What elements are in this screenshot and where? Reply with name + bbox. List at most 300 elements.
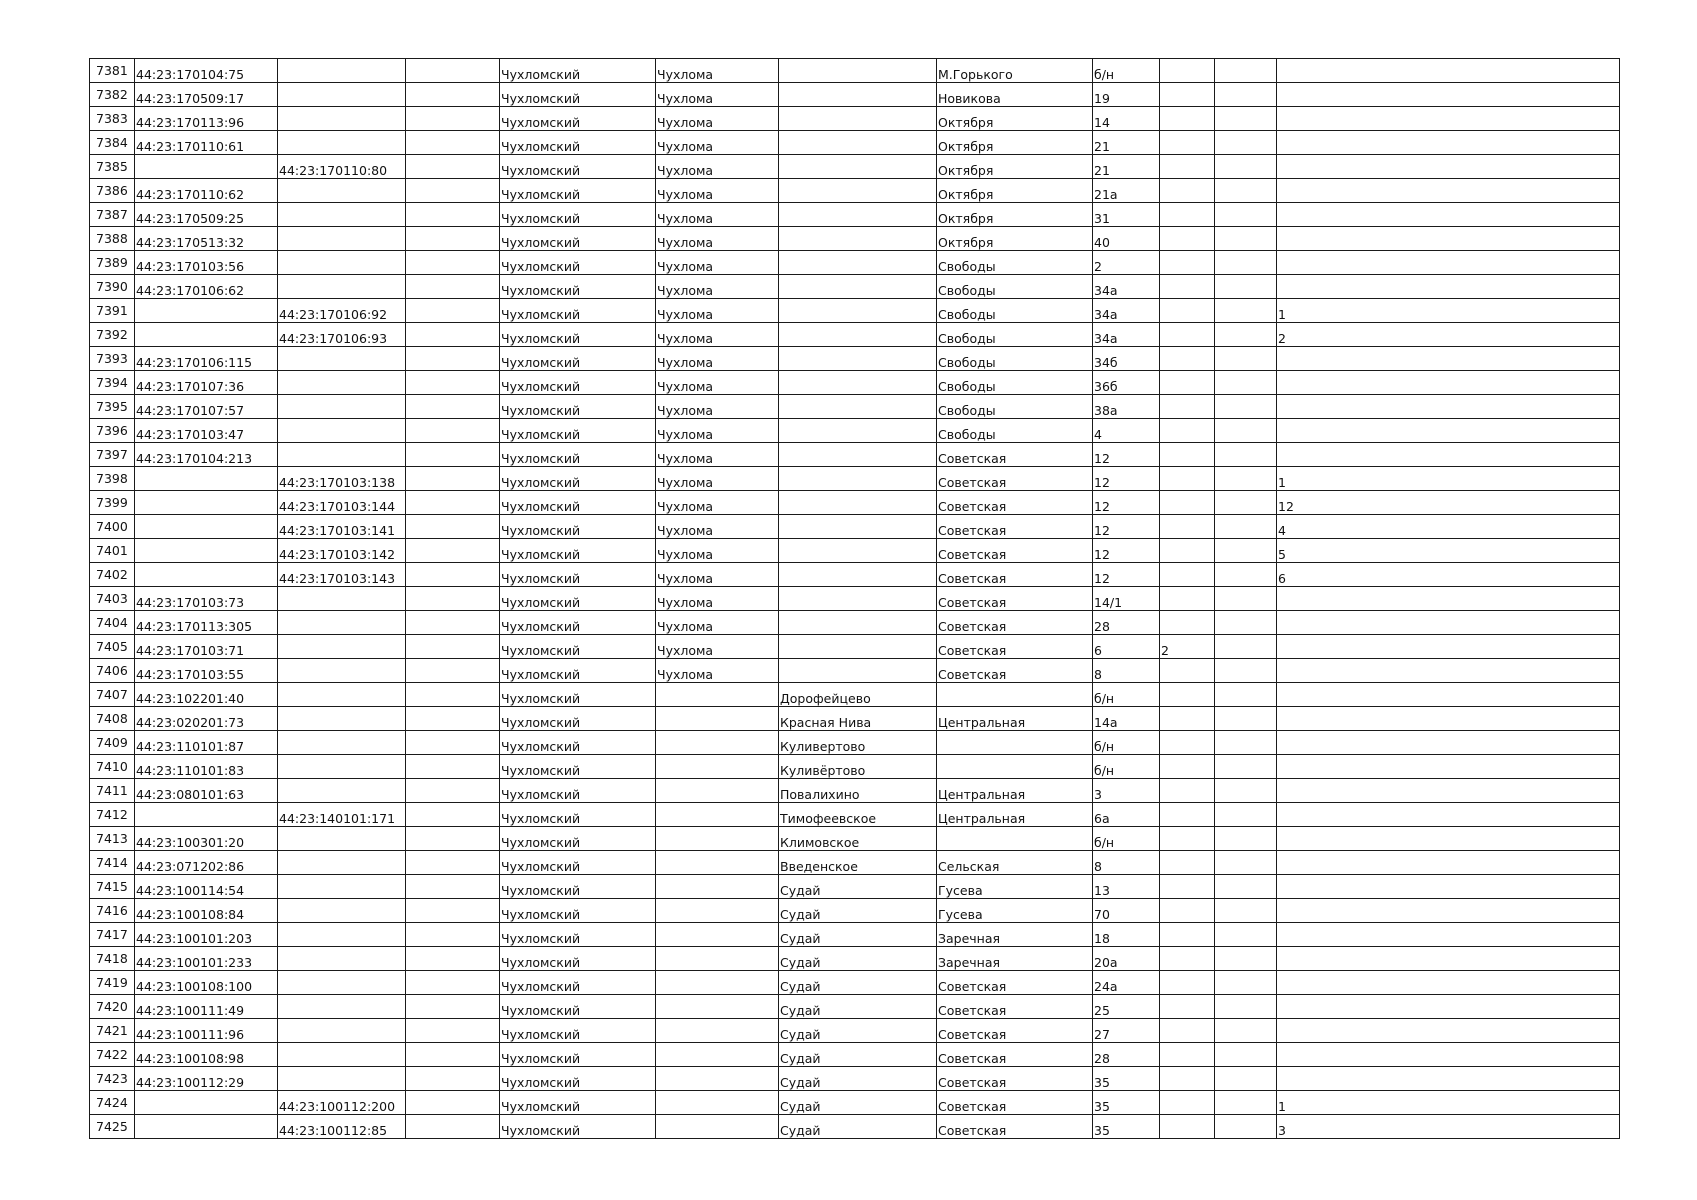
town-cell: Чухлома — [656, 395, 779, 419]
blank-column-cell — [406, 683, 500, 707]
cadastral-number-cell — [135, 491, 278, 515]
street-cell — [937, 827, 1093, 851]
building-number-cell — [1160, 779, 1215, 803]
town-cell: Чухлома — [656, 611, 779, 635]
cadastral-number-cell — [135, 563, 278, 587]
row-number-cell: 7417 — [90, 923, 135, 947]
blank-column-cell — [406, 875, 500, 899]
table-row — [90, 1043, 1620, 1067]
linked-cadastral-number-cell: 44:23:170103:141 — [278, 515, 406, 539]
locality-cell: Судай — [779, 995, 937, 1019]
cadastral-number-cell: 44:23:170103:73 — [135, 587, 278, 611]
apartment-number-cell — [1277, 1043, 1620, 1067]
blank-column-cell — [406, 803, 500, 827]
locality-cell — [779, 323, 937, 347]
apartment-number-cell — [1277, 731, 1620, 755]
apartment-number-cell — [1277, 659, 1620, 683]
blank-column-cell — [406, 107, 500, 131]
building-number-cell — [1160, 251, 1215, 275]
table-row — [90, 371, 1620, 395]
extra-column-cell — [1215, 611, 1277, 635]
district-cell: Чухломский — [500, 731, 656, 755]
apartment-number-cell — [1277, 443, 1620, 467]
town-cell: Чухлома — [656, 203, 779, 227]
blank-column-cell — [406, 227, 500, 251]
building-number-cell — [1160, 923, 1215, 947]
building-number-cell — [1160, 731, 1215, 755]
blank-column-cell — [406, 59, 500, 83]
cadastral-number-cell — [135, 515, 278, 539]
town-cell: Чухлома — [656, 635, 779, 659]
linked-cadastral-number-cell — [278, 731, 406, 755]
town-cell: Чухлома — [656, 59, 779, 83]
building-number-cell — [1160, 683, 1215, 707]
blank-column-cell — [406, 203, 500, 227]
house-number-cell: 24а — [1093, 971, 1160, 995]
table-row — [90, 563, 1620, 587]
row-number-cell: 7399 — [90, 491, 135, 515]
cadastral-number-cell: 44:23:100101:203 — [135, 923, 278, 947]
table-row — [90, 827, 1620, 851]
row-number-cell: 7385 — [90, 155, 135, 179]
building-number-cell — [1160, 851, 1215, 875]
building-number-cell — [1160, 59, 1215, 83]
house-number-cell: 70 — [1093, 899, 1160, 923]
cadastral-number-cell — [135, 299, 278, 323]
row-number-cell: 7425 — [90, 1115, 135, 1139]
locality-cell: Судай — [779, 1115, 937, 1139]
street-cell: Гусева — [937, 899, 1093, 923]
table-row — [90, 275, 1620, 299]
building-number-cell — [1160, 611, 1215, 635]
linked-cadastral-number-cell — [278, 347, 406, 371]
blank-column-cell — [406, 851, 500, 875]
linked-cadastral-number-cell — [278, 875, 406, 899]
street-cell: Свободы — [937, 347, 1093, 371]
town-cell — [656, 1115, 779, 1139]
table-row — [90, 803, 1620, 827]
table-row — [90, 731, 1620, 755]
house-number-cell: 20а — [1093, 947, 1160, 971]
house-number-cell: 38а — [1093, 395, 1160, 419]
row-number-cell: 7415 — [90, 875, 135, 899]
building-number-cell — [1160, 155, 1215, 179]
linked-cadastral-number-cell — [278, 827, 406, 851]
row-number-cell: 7418 — [90, 947, 135, 971]
cadastral-number-cell: 44:23:170104:213 — [135, 443, 278, 467]
extra-column-cell — [1215, 1043, 1277, 1067]
cadastral-number-cell — [135, 1091, 278, 1115]
cadastral-number-cell — [135, 467, 278, 491]
street-cell: Заречная — [937, 947, 1093, 971]
district-cell: Чухломский — [500, 227, 656, 251]
blank-column-cell — [406, 563, 500, 587]
cadastral-number-cell — [135, 539, 278, 563]
street-cell: Октября — [937, 227, 1093, 251]
cadastral-number-cell: 44:23:170513:32 — [135, 227, 278, 251]
building-number-cell — [1160, 491, 1215, 515]
linked-cadastral-number-cell — [278, 611, 406, 635]
house-number-cell: 4 — [1093, 419, 1160, 443]
district-cell: Чухломский — [500, 395, 656, 419]
district-cell: Чухломский — [500, 923, 656, 947]
house-number-cell: б/н — [1093, 827, 1160, 851]
extra-column-cell — [1215, 539, 1277, 563]
apartment-number-cell — [1277, 251, 1620, 275]
blank-column-cell — [406, 731, 500, 755]
extra-column-cell — [1215, 1067, 1277, 1091]
cadastral-number-cell: 44:23:020201:73 — [135, 707, 278, 731]
table-row — [90, 1019, 1620, 1043]
district-cell: Чухломский — [500, 419, 656, 443]
town-cell: Чухлома — [656, 491, 779, 515]
extra-column-cell — [1215, 323, 1277, 347]
cadastral-number-cell: 44:23:100301:20 — [135, 827, 278, 851]
building-number-cell — [1160, 803, 1215, 827]
blank-column-cell — [406, 515, 500, 539]
apartment-number-cell: 1 — [1277, 467, 1620, 491]
row-number-cell: 7402 — [90, 563, 135, 587]
locality-cell — [779, 251, 937, 275]
locality-cell — [779, 443, 937, 467]
building-number-cell — [1160, 827, 1215, 851]
town-cell: Чухлома — [656, 179, 779, 203]
street-cell: Свободы — [937, 419, 1093, 443]
linked-cadastral-number-cell — [278, 419, 406, 443]
street-cell: Советская — [937, 971, 1093, 995]
extra-column-cell — [1215, 827, 1277, 851]
blank-column-cell — [406, 395, 500, 419]
district-cell: Чухломский — [500, 851, 656, 875]
locality-cell — [779, 659, 937, 683]
town-cell: Чухлома — [656, 227, 779, 251]
apartment-number-cell: 3 — [1277, 1115, 1620, 1139]
row-number-cell: 7389 — [90, 251, 135, 275]
row-number-cell: 7382 — [90, 83, 135, 107]
extra-column-cell — [1215, 971, 1277, 995]
locality-cell: Судай — [779, 923, 937, 947]
apartment-number-cell — [1277, 851, 1620, 875]
building-number-cell — [1160, 995, 1215, 1019]
linked-cadastral-number-cell — [278, 755, 406, 779]
district-cell: Чухломский — [500, 467, 656, 491]
cadastral-number-cell: 44:23:170106:62 — [135, 275, 278, 299]
linked-cadastral-number-cell — [278, 83, 406, 107]
table-row — [90, 755, 1620, 779]
building-number-cell — [1160, 707, 1215, 731]
district-cell: Чухломский — [500, 443, 656, 467]
town-cell — [656, 683, 779, 707]
row-number-cell: 7386 — [90, 179, 135, 203]
building-number-cell — [1160, 899, 1215, 923]
linked-cadastral-number-cell — [278, 227, 406, 251]
linked-cadastral-number-cell — [278, 947, 406, 971]
row-number-cell: 7416 — [90, 899, 135, 923]
street-cell: Октября — [937, 131, 1093, 155]
blank-column-cell — [406, 827, 500, 851]
row-number-cell: 7411 — [90, 779, 135, 803]
building-number-cell — [1160, 323, 1215, 347]
house-number-cell: 12 — [1093, 443, 1160, 467]
row-number-cell: 7394 — [90, 371, 135, 395]
cadastral-number-cell: 44:23:170106:115 — [135, 347, 278, 371]
town-cell — [656, 827, 779, 851]
town-cell: Чухлома — [656, 371, 779, 395]
extra-column-cell — [1215, 803, 1277, 827]
locality-cell — [779, 179, 937, 203]
apartment-number-cell — [1277, 347, 1620, 371]
house-number-cell: 28 — [1093, 1043, 1160, 1067]
house-number-cell: 6 — [1093, 635, 1160, 659]
apartment-number-cell: 5 — [1277, 539, 1620, 563]
district-cell: Чухломский — [500, 611, 656, 635]
building-number-cell — [1160, 1019, 1215, 1043]
row-number-cell: 7412 — [90, 803, 135, 827]
locality-cell: Климовское — [779, 827, 937, 851]
extra-column-cell — [1215, 707, 1277, 731]
locality-cell — [779, 419, 937, 443]
district-cell: Чухломский — [500, 1067, 656, 1091]
building-number-cell — [1160, 443, 1215, 467]
building-number-cell — [1160, 179, 1215, 203]
street-cell: Октября — [937, 155, 1093, 179]
extra-column-cell — [1215, 83, 1277, 107]
district-cell: Чухломский — [500, 251, 656, 275]
row-number-cell: 7388 — [90, 227, 135, 251]
table-row — [90, 467, 1620, 491]
extra-column-cell — [1215, 155, 1277, 179]
district-cell: Чухломский — [500, 635, 656, 659]
building-number-cell — [1160, 467, 1215, 491]
locality-cell — [779, 83, 937, 107]
extra-column-cell — [1215, 467, 1277, 491]
row-number-cell: 7387 — [90, 203, 135, 227]
table-row — [90, 107, 1620, 131]
table-row — [90, 923, 1620, 947]
table-row — [90, 971, 1620, 995]
apartment-number-cell — [1277, 59, 1620, 83]
extra-column-cell — [1215, 635, 1277, 659]
extra-column-cell — [1215, 491, 1277, 515]
street-cell: Советская — [937, 443, 1093, 467]
street-cell: Советская — [937, 515, 1093, 539]
linked-cadastral-number-cell — [278, 1067, 406, 1091]
apartment-number-cell: 1 — [1277, 1091, 1620, 1115]
house-number-cell: 14а — [1093, 707, 1160, 731]
town-cell: Чухлома — [656, 155, 779, 179]
extra-column-cell — [1215, 275, 1277, 299]
cadastral-number-cell: 44:23:100108:100 — [135, 971, 278, 995]
building-number-cell — [1160, 227, 1215, 251]
row-number-cell: 7409 — [90, 731, 135, 755]
district-cell: Чухломский — [500, 827, 656, 851]
street-cell: Сельская — [937, 851, 1093, 875]
apartment-number-cell — [1277, 587, 1620, 611]
house-number-cell: 34а — [1093, 323, 1160, 347]
cadastral-number-cell: 44:23:100111:49 — [135, 995, 278, 1019]
linked-cadastral-number-cell — [278, 371, 406, 395]
district-cell: Чухломский — [500, 659, 656, 683]
row-number-cell: 7424 — [90, 1091, 135, 1115]
cadastral-number-cell: 44:23:102201:40 — [135, 683, 278, 707]
row-number-cell: 7396 — [90, 419, 135, 443]
blank-column-cell — [406, 467, 500, 491]
locality-cell — [779, 635, 937, 659]
house-number-cell: 27 — [1093, 1019, 1160, 1043]
table-row — [90, 779, 1620, 803]
cadastral-number-cell: 44:23:170103:56 — [135, 251, 278, 275]
table-row — [90, 443, 1620, 467]
locality-cell — [779, 491, 937, 515]
row-number-cell: 7420 — [90, 995, 135, 1019]
table-row — [90, 83, 1620, 107]
row-number-cell: 7422 — [90, 1043, 135, 1067]
locality-cell — [779, 203, 937, 227]
town-cell — [656, 1043, 779, 1067]
blank-column-cell — [406, 179, 500, 203]
linked-cadastral-number-cell — [278, 1019, 406, 1043]
extra-column-cell — [1215, 731, 1277, 755]
linked-cadastral-number-cell: 44:23:170103:144 — [278, 491, 406, 515]
blank-column-cell — [406, 659, 500, 683]
extra-column-cell — [1215, 419, 1277, 443]
building-number-cell — [1160, 755, 1215, 779]
house-number-cell: 19 — [1093, 83, 1160, 107]
district-cell: Чухломский — [500, 299, 656, 323]
table-row — [90, 131, 1620, 155]
property-register-table — [89, 58, 1620, 1139]
cadastral-number-cell: 44:23:080101:63 — [135, 779, 278, 803]
blank-column-cell — [406, 491, 500, 515]
linked-cadastral-number-cell — [278, 659, 406, 683]
locality-cell: Введенское — [779, 851, 937, 875]
district-cell: Чухломский — [500, 707, 656, 731]
building-number-cell — [1160, 539, 1215, 563]
house-number-cell: 3 — [1093, 779, 1160, 803]
blank-column-cell — [406, 923, 500, 947]
linked-cadastral-number-cell: 44:23:170103:138 — [278, 467, 406, 491]
row-number-cell: 7421 — [90, 1019, 135, 1043]
district-cell: Чухломский — [500, 971, 656, 995]
table-row — [90, 707, 1620, 731]
blank-column-cell — [406, 419, 500, 443]
extra-column-cell — [1215, 347, 1277, 371]
extra-column-cell — [1215, 107, 1277, 131]
apartment-number-cell — [1277, 875, 1620, 899]
linked-cadastral-number-cell: 44:23:100112:85 — [278, 1115, 406, 1139]
building-number-cell — [1160, 1043, 1215, 1067]
locality-cell: Судай — [779, 875, 937, 899]
row-number-cell: 7392 — [90, 323, 135, 347]
table-row — [90, 347, 1620, 371]
house-number-cell: 35 — [1093, 1115, 1160, 1139]
extra-column-cell — [1215, 395, 1277, 419]
apartment-number-cell — [1277, 203, 1620, 227]
building-number-cell — [1160, 1091, 1215, 1115]
extra-column-cell — [1215, 1019, 1277, 1043]
locality-cell — [779, 227, 937, 251]
locality-cell — [779, 371, 937, 395]
district-cell: Чухломский — [500, 59, 656, 83]
house-number-cell: 35 — [1093, 1067, 1160, 1091]
linked-cadastral-number-cell — [278, 683, 406, 707]
house-number-cell: б/н — [1093, 59, 1160, 83]
blank-column-cell — [406, 275, 500, 299]
locality-cell: Судай — [779, 1067, 937, 1091]
district-cell: Чухломский — [500, 371, 656, 395]
house-number-cell: 8 — [1093, 851, 1160, 875]
district-cell: Чухломский — [500, 947, 656, 971]
town-cell: Чухлома — [656, 467, 779, 491]
house-number-cell: 21 — [1093, 131, 1160, 155]
district-cell: Чухломский — [500, 1091, 656, 1115]
table-row — [90, 1067, 1620, 1091]
cadastral-number-cell: 44:23:170107:57 — [135, 395, 278, 419]
street-cell: Свободы — [937, 323, 1093, 347]
cadastral-number-cell: 44:23:110101:87 — [135, 731, 278, 755]
extra-column-cell — [1215, 875, 1277, 899]
blank-column-cell — [406, 251, 500, 275]
house-number-cell: 12 — [1093, 539, 1160, 563]
house-number-cell: 12 — [1093, 467, 1160, 491]
cadastral-number-cell: 44:23:170509:17 — [135, 83, 278, 107]
town-cell — [656, 779, 779, 803]
street-cell: М.Горького — [937, 59, 1093, 83]
blank-column-cell — [406, 587, 500, 611]
house-number-cell: 28 — [1093, 611, 1160, 635]
street-cell — [937, 683, 1093, 707]
cadastral-number-cell: 44:23:170103:47 — [135, 419, 278, 443]
street-cell: Советская — [937, 1019, 1093, 1043]
table-row — [90, 203, 1620, 227]
street-cell: Свободы — [937, 395, 1093, 419]
street-cell: Октября — [937, 107, 1093, 131]
apartment-number-cell — [1277, 371, 1620, 395]
linked-cadastral-number-cell — [278, 251, 406, 275]
house-number-cell: 40 — [1093, 227, 1160, 251]
building-number-cell — [1160, 875, 1215, 899]
table-row — [90, 251, 1620, 275]
district-cell: Чухломский — [500, 347, 656, 371]
linked-cadastral-number-cell — [278, 179, 406, 203]
extra-column-cell — [1215, 131, 1277, 155]
town-cell: Чухлома — [656, 323, 779, 347]
building-number-cell — [1160, 203, 1215, 227]
cadastral-number-cell: 44:23:170110:61 — [135, 131, 278, 155]
town-cell — [656, 755, 779, 779]
district-cell: Чухломский — [500, 491, 656, 515]
linked-cadastral-number-cell: 44:23:100112:200 — [278, 1091, 406, 1115]
district-cell: Чухломский — [500, 995, 656, 1019]
table-row — [90, 539, 1620, 563]
town-cell: Чухлома — [656, 419, 779, 443]
row-number-cell: 7408 — [90, 707, 135, 731]
table-row — [90, 227, 1620, 251]
town-cell: Чухлома — [656, 539, 779, 563]
district-cell: Чухломский — [500, 83, 656, 107]
cadastral-number-cell: 44:23:170107:36 — [135, 371, 278, 395]
blank-column-cell — [406, 323, 500, 347]
town-cell: Чухлома — [656, 563, 779, 587]
building-number-cell — [1160, 563, 1215, 587]
row-number-cell: 7405 — [90, 635, 135, 659]
extra-column-cell — [1215, 947, 1277, 971]
street-cell — [937, 731, 1093, 755]
district-cell: Чухломский — [500, 107, 656, 131]
table-row — [90, 635, 1620, 659]
cadastral-number-cell — [135, 1115, 278, 1139]
linked-cadastral-number-cell — [278, 923, 406, 947]
